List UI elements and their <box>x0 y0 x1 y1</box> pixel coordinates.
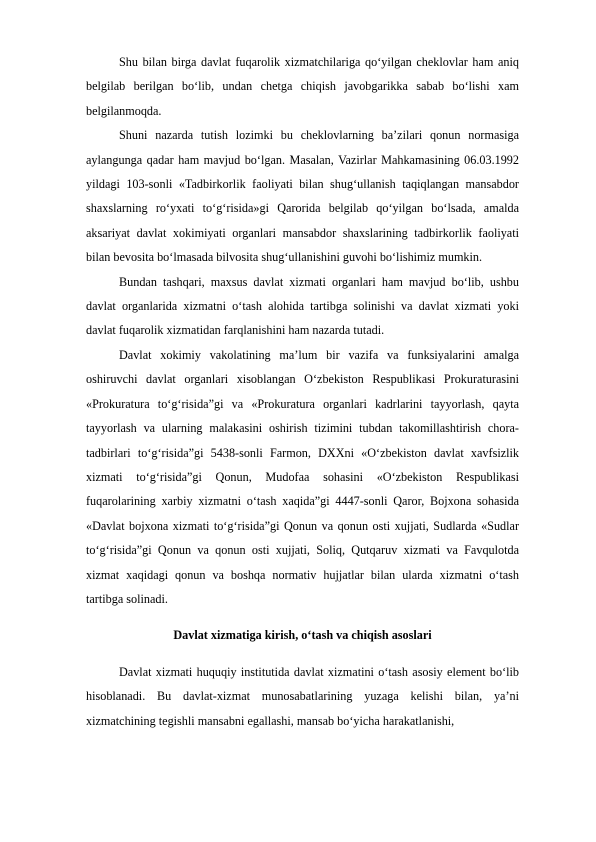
paragraph-service-institute: Davlat xizmati huquqiy institutida davlat xizmatini o‘tash asosiy element bo‘lib hisoblanadi. Bu davlat-xizmat munosabatlarining yuzaga kelishi bilan, ya’ni xizmatchining tegishli mansabni egallashi, mansab bo‘yicha harakatlanishi, <box>86 664 519 728</box>
section-heading: Davlat xizmatiga kirish, o‘tash va chiqish asoslari <box>173 628 432 643</box>
paragraph-state-bodies: Davlat xokimiy vakolatining ma’lum bir vazifa va funksiyalarini amalga oshiruvchi davlat organlari xisoblangan O‘zbekiston Respublikasi Prokuraturasini «Prokuratura to‘g‘risida”gi va «Prokuratura organlari kadrlarini tayyorlash, qayta tayyorlash va ularning malakasini oshirish tizimini tubdan takomillashtirish chora-tadbirlari to‘g‘risida”gi 5438-sonli Farmon, DXXni «O‘zbekiston davlat xavfsizlik xizmati to‘g‘risida”gi Qonun, Mudofaa sohasini «O‘zbekiston Respublikasi fuqarolarining xarbiy xizmatni o‘tash xaqida”gi 4447-sonli Qaror, Bojxona sohasida «Davlat bojxona xizmati to‘g‘risida”gi Qonun va qonun osti xujjati, Sudlarda «Sudlar to‘g‘risida”gi Qonun va qonun osti xujjati, Soliq, Qutqaruv xizmati va Favqulotda xizmat xaqidagi qonun va boshqa normativ hujjatlar bilan ularda xizmatni o‘tash tartibga solinadi. <box>86 347 519 606</box>
document-body <box>86 50 519 733</box>
paragraph-special-service: Bundan tashqari, maxsus davlat xizmati organlari ham mavjud bo‘lib, ushbu davlat organlarida xizmatni o‘tash alohida tartibga solinishi va davlat xizmati yoki davlat fuqarolik xizmatidan farqlanishini ham nazarda tutadi. <box>86 274 519 338</box>
paragraph-restrictions: Shu bilan birga davlat fuqarolik xizmatchilariga qo‘yilgan cheklovlar ham aniq belgilab berilgan bo‘lib, undan chetga chiqish javobgarikka sabab bo‘lishi xam belgilanmoqda. <box>86 55 519 118</box>
paragraph-cabinet-resolution: Shuni nazarda tutish lozimki bu cheklovlarning ba’zilari qonun normasiga aylangunga qadar ham mavjud bo‘lgan. Masalan, Vazirlar Mahkamasining 06.03.1992 yildagi 103-sonli «Tadbirkorlik faoliyati bilan shug‘ullanish taqiqlangan mansabdor shaxslarning ro‘yxati to‘g‘risida»gi Qarorida belgilab qo‘yilgan bo‘lsada, amalda aksariyat davlat xokimiyati organlari mansabdor shaxslarining tadbirkorlik faoliyati bilan bevosita bo‘lmasada bilvosita shug‘ullanishini guvohi bo‘lishimiz mumkin. <box>86 128 519 265</box>
